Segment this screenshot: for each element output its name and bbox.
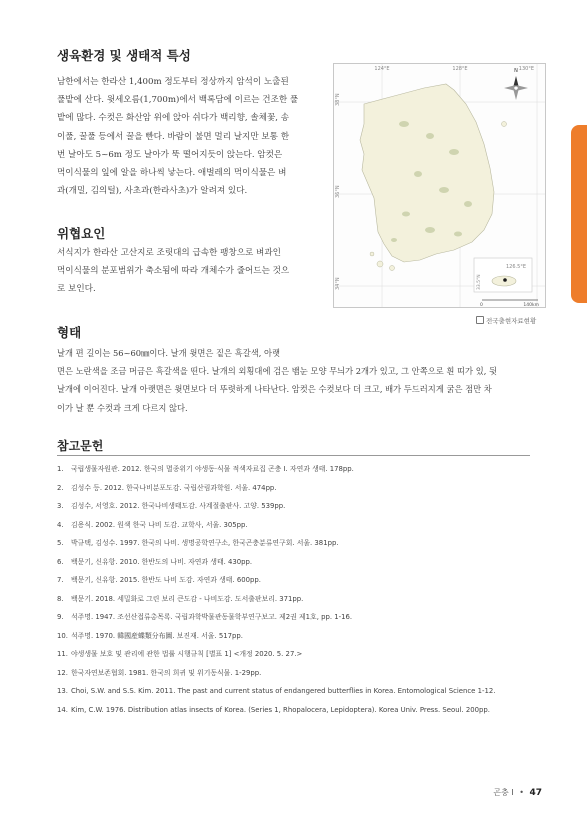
- reference-number: 9.: [57, 613, 64, 621]
- threat-line: 서식지가 한라산 고산지로 조릿대의 급속한 팽창으로 벼과인: [57, 248, 281, 258]
- lat-label: 38°N: [335, 93, 341, 106]
- habitat-line: 남한에서는 한라산 1,400m 정도부터 정상까지 암석이 노출된: [57, 77, 289, 87]
- reference-item: [57, 627, 537, 646]
- reference-item: [57, 534, 537, 553]
- reference-text: Choi, S.W. and S.S. Kim. 2011. The past and current status of endangered butterflies in Korea. Entomological Science 1-12.: [71, 687, 496, 695]
- threat-paragraph: [57, 244, 322, 299]
- inset-lat-label: 33.5°N: [477, 274, 482, 290]
- map-caption-icon: [476, 316, 484, 324]
- reference-item: [57, 701, 537, 720]
- reference-text: 백문기. 2018. 세밀화로 그린 보리 큰도감 - 나비도감. 도서출판보리. 371pp.: [71, 594, 304, 603]
- form-line: 날개에 이어진다. 날개 아랫면은 윗면보다 더 뚜렷하게 나타난다. 암컷은 수컷보다 더 크고, 배가 두드러지게 굵은 점만 차: [57, 384, 492, 395]
- reference-item: [57, 516, 537, 535]
- form-paragraph: [57, 344, 542, 417]
- inset-lon-label: 126.5°E: [506, 264, 526, 270]
- scale-start-label: 0: [480, 303, 483, 307]
- references-title: 참고문헌: [57, 439, 104, 453]
- reference-text: 석주명. 1947. 조선산접류총목록. 국립과학박물관동물학부연구보고. 제2권 제1호, pp. 1-16.: [71, 613, 353, 621]
- section-title-form: 형태: [57, 325, 82, 340]
- reference-item: [57, 645, 537, 664]
- reference-text: 석주명. 1970. 韓國産蝶類分布圖. 보진재. 서울. 517pp.: [71, 631, 243, 640]
- reference-number: 4.: [57, 520, 64, 529]
- map-caption-text: 전국출현자료현황: [486, 317, 537, 325]
- map-caption: [476, 316, 536, 325]
- reference-item: [57, 497, 537, 516]
- page-number: 47: [529, 788, 542, 798]
- korea-map-svg: [334, 64, 545, 307]
- lon-label: 130°E: [518, 66, 534, 72]
- north-arrow-icon: [504, 76, 528, 100]
- reference-text: 김성수, 서영호. 2012. 한국나비생태도감. 사계절출판사. 고양. 539pp.: [71, 502, 286, 510]
- references-divider: [57, 455, 530, 456]
- habitat-line: 번 날아도 5~6m 정도 날아가 뚝 떨어지듯이 앉는다. 암컷은: [57, 149, 283, 160]
- korea-landmass: [360, 84, 494, 262]
- habitat-line: 풀밭에 산다. 윗세오름(1,700m)에서 백록담에 이르는 건조한 풀: [57, 95, 299, 106]
- page-footer: [493, 787, 542, 798]
- threat-line: 먹이식물의 분포범위가 축소됨에 따라 개체수가 줄어드는 것으: [57, 266, 290, 277]
- reference-number: 14.: [57, 705, 68, 714]
- reference-number: 10.: [57, 631, 68, 640]
- reference-number: 1.: [57, 465, 64, 473]
- reference-text: 김용식. 2002. 원색 한국 나비 도감. 교학사, 서울. 305pp.: [71, 520, 248, 529]
- chapter-side-tab: [571, 125, 587, 303]
- reference-item: [57, 460, 537, 479]
- form-line: 이가 날 뿐 수컷과 크게 다르지 않다.: [57, 402, 188, 413]
- reference-text: 김성수 등. 2012. 한국나비분포도감. 국립산림과학원. 서울. 474pp.: [71, 483, 277, 492]
- form-line: 날개 편 길이는 56~60㎜이다. 날개 윗면은 짙은 흑갈색, 아랫: [57, 348, 281, 358]
- reference-item: [57, 553, 537, 572]
- lat-label: 36°N: [335, 185, 341, 198]
- reference-item: [57, 664, 537, 683]
- reference-text: 백문기, 신유항. 2010. 한반도의 나비. 자연과 생태. 430pp.: [71, 557, 253, 566]
- reference-text: 박규택, 김성수. 1997. 한국의 나비. 생명공학연구소, 한국곤충분류연구회. 서울. 381pp.: [71, 539, 339, 547]
- reference-item: [57, 571, 537, 590]
- reference-text: 백문기, 신유항. 2015. 한반도 나비 도감. 자연과 생태. 600pp.: [71, 576, 261, 584]
- habitat-line: 먹이식물의 잎에 알을 하나씩 낳는다. 애벌레의 먹이식물은 벼: [57, 168, 287, 179]
- reference-number: 2.: [57, 483, 64, 492]
- references-list: [57, 460, 537, 719]
- reference-number: 7.: [57, 576, 64, 584]
- form-line: 면은 노란색을 조금 머금은 흑갈색을 띤다. 날개의 외횡대에 검은 뱀눈 모양 무늬가 2개가 있고, 그 안쪽으로 흰 띠가 있, 뒷: [57, 366, 497, 377]
- occurrence-point: [503, 278, 507, 282]
- reference-item: [57, 590, 537, 609]
- reference-number: 5.: [57, 539, 64, 547]
- lon-label: 124°E: [374, 66, 390, 72]
- habitat-paragraph: [57, 73, 322, 200]
- reference-text: 한국자연보존협회. 1981. 한국의 희귀 및 위기동식물. 1-29pp.: [71, 668, 262, 677]
- distribution-map: [333, 63, 546, 308]
- reference-item: [57, 608, 537, 627]
- footer-dot: •: [519, 788, 524, 797]
- reference-text: Kim, C.W. 1976. Distribution atlas insects of Korea. (Series 1, Rhopalocera, Lepidoptera). Korea Univ. Press. Seoul. 200pp.: [71, 705, 490, 714]
- lon-label: 128°E: [452, 66, 468, 72]
- section-title-habitat: 생육환경 및 생태적 특성: [57, 48, 191, 63]
- reference-number: 3.: [57, 502, 64, 510]
- habitat-line: 과(개밀, 김의털), 사초과(한라사초)가 알려져 있다.: [57, 186, 248, 197]
- threat-line: 로 보인다.: [57, 284, 96, 295]
- reference-text: 국립생물자원관. 2012. 한국의 멸종위기 야생동·식물 적색자료집 곤충 I. 자연과 생태. 178pp.: [71, 465, 354, 473]
- lat-label: 34°N: [335, 277, 341, 290]
- reference-text: 야생생물 보호 및 관리에 관한 법률 시행규칙 [별표 1] <개정 2020. 5. 27.>: [71, 650, 303, 658]
- section-title-threat: 위협요인: [57, 226, 106, 241]
- reference-number: 12.: [57, 668, 68, 677]
- habitat-line: 밭에 많다. 수컷은 화산암 위에 앉아 쉬다가 백리향, 솔체꽃, 송: [57, 113, 290, 124]
- reference-number: 6.: [57, 557, 64, 566]
- north-label: N: [514, 68, 518, 74]
- scale-end-label: 140km: [523, 303, 539, 307]
- footer-label: 곤충 I: [493, 788, 514, 797]
- reference-item: [57, 479, 537, 498]
- reference-item: [57, 682, 537, 701]
- reference-number: 13.: [57, 687, 68, 695]
- habitat-line: 이풀, 꿀풀 등에서 꿀을 빤다. 바람이 불면 멀리 날지만 보통 한: [57, 131, 290, 142]
- reference-number: 8.: [57, 594, 64, 603]
- reference-number: 11.: [57, 650, 68, 658]
